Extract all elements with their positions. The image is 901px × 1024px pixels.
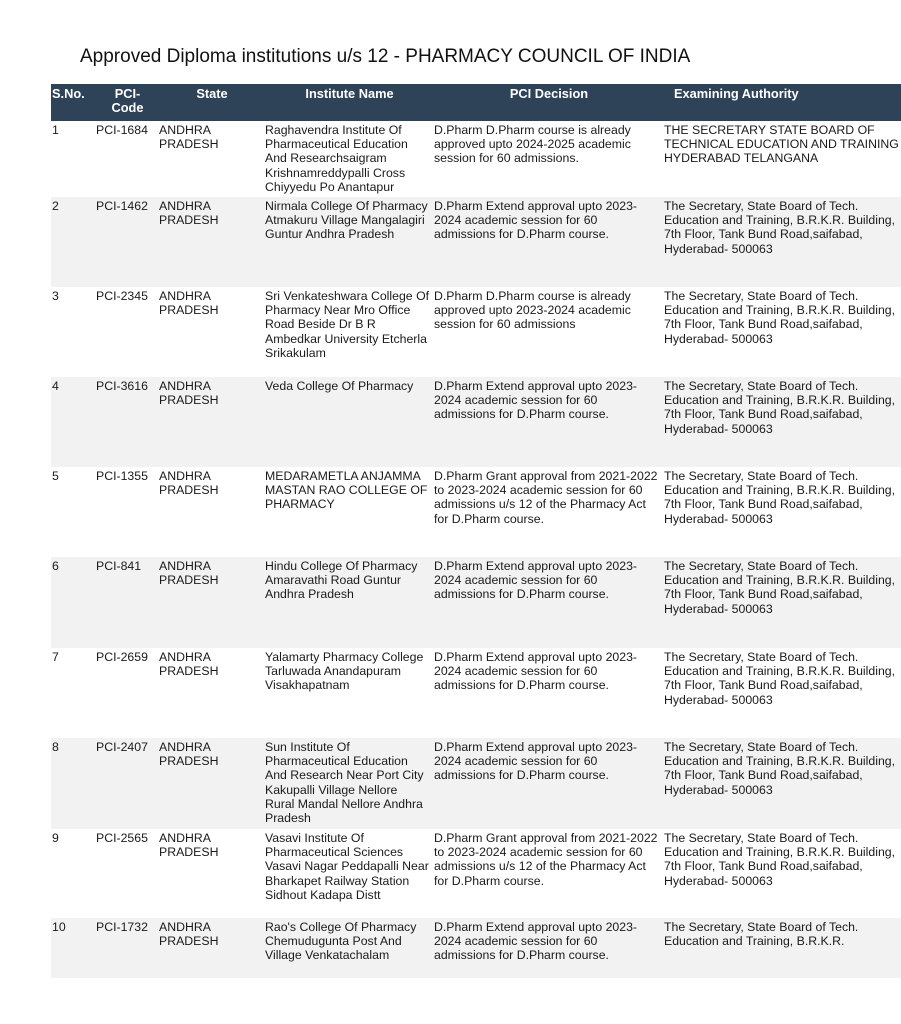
table-row	[51, 829, 901, 918]
table-row	[51, 918, 901, 978]
row-institute-name: Yalamarty Pharmacy College Tarluwada Anandapuram Visakhapatnam	[265, 650, 424, 693]
row-pci-decision: D.Pharm Grant approval from 2021-2022 to 2023-2024 academic session for 60 admissions u/s 12 of the Pharmacy Act for D.Pharm course.	[434, 469, 658, 526]
row-institute-name: Hindu College Of Pharmacy Amaravathi Road Guntur Andhra Pradesh	[265, 559, 418, 602]
row-institute-name: Nirmala College Of Pharmacy Atmakuru Village Mangalagiri Guntur Andhra Pradesh	[265, 199, 428, 242]
row-examining-authority: THE SECRETARY STATE BOARD OF TECHNICAL EDUCATION AND TRAINING HYDERABAD TELANGANA	[664, 123, 899, 166]
row-pci-code: PCI-2659	[96, 650, 148, 664]
row-sno: 4	[52, 379, 59, 393]
row-institute-name: MEDARAMETLA ANJAMMA MASTAN RAO COLLEGE OF PHARMACY	[265, 469, 428, 512]
row-institute-name: Rao's College Of Pharmacy Chemudugunta Post And Village Venkatachalam	[265, 920, 417, 963]
row-state: ANDHRA PRADESH	[159, 740, 219, 769]
table-row	[51, 738, 901, 829]
header-pci-decision: PCI Decision	[509, 86, 589, 101]
header-institute-name: Institute Name	[305, 86, 394, 101]
row-pci-decision: D.Pharm Extend approval upto 2023-2024 academic session for 60 admissions for D.Pharm course.	[434, 379, 638, 422]
row-sno: 8	[52, 740, 59, 754]
page-title: Approved Diploma institutions u/s 12 - PHARMACY COUNCIL OF INDIA	[80, 46, 691, 67]
row-institute-name: Sun Institute Of Pharmaceutical Education And Research Near Port City Kakupalli Village Nellore Rural Mandal Nellore Andhra Pradesh	[265, 740, 424, 826]
row-sno: 9	[52, 831, 59, 845]
row-pci-code: PCI-3616	[96, 379, 148, 393]
table-row	[51, 377, 901, 467]
row-pci-decision: D.Pharm Extend approval upto 2023-2024 academic session for 60 admissions for D.Pharm course.	[434, 559, 638, 602]
row-pci-decision: D.Pharm Extend approval upto 2023-2024 academic session for 60 admissions for D.Pharm course.	[434, 650, 638, 693]
row-pci-decision: D.Pharm Grant approval from 2021-2022 to 2023-2024 academic session for 60 admissions u/s 12 of the Pharmacy Act for D.Pharm course.	[434, 831, 658, 888]
table-header	[51, 84, 901, 121]
row-state: ANDHRA PRADESH	[159, 123, 219, 152]
row-institute-name: Sri Venkateshwara College Of Pharmacy Near Mro Office Road Beside Dr B R Ambedkar University Etcherla Srikakulam	[265, 289, 430, 360]
row-examining-authority: The Secretary, State Board of Tech. Education and Training, B.R.K.R. Building, 7th Floor, Tank Bund Road,saifabad, Hyderabad- 500063	[664, 740, 896, 797]
row-state: ANDHRA PRADESH	[159, 559, 219, 588]
row-pci-code: PCI-1732	[96, 920, 148, 934]
row-examining-authority: The Secretary, State Board of Tech. Education and Training, B.R.K.R. Building, 7th Floor, Tank Bund Road,saifabad, Hyderabad- 500063	[664, 379, 896, 436]
header-examining-authority: Examining Authority	[674, 86, 799, 101]
table-row	[51, 557, 901, 648]
row-state: ANDHRA PRADESH	[159, 831, 219, 860]
row-institute-name: Raghavendra Institute Of Pharmaceutical Education And Researchsaigram Krishnamreddypalli Cross Chiyyedu Po Anantapur	[265, 123, 408, 194]
table-row	[51, 648, 901, 738]
table-row	[51, 467, 901, 557]
institutions-table-container[interactable]	[51, 84, 899, 978]
row-state: ANDHRA PRADESH	[159, 650, 219, 679]
header-sno: S.No.	[52, 86, 85, 101]
table-body	[51, 121, 901, 978]
row-pci-code: PCI-2565	[96, 831, 148, 845]
row-pci-code: PCI-1684	[96, 123, 148, 137]
table-row	[51, 287, 901, 377]
row-sno: 3	[52, 289, 59, 303]
row-examining-authority: The Secretary, State Board of Tech. Education and Training, B.R.K.R. Building, 7th Floor, Tank Bund Road,saifabad, Hyderabad- 500063	[664, 289, 896, 346]
row-pci-code: PCI-2407	[96, 740, 148, 754]
row-sno: 1	[52, 123, 59, 137]
row-pci-decision: D.Pharm D.Pharm course is already approved upto 2024-2025 academic session for 60 admissions.	[434, 123, 631, 166]
row-examining-authority: The Secretary, State Board of Tech. Education and Training, B.R.K.R.	[664, 920, 859, 949]
table-row	[51, 197, 901, 287]
row-sno: 2	[52, 199, 59, 213]
row-institute-name: Vasavi Institute Of Pharmaceutical Sciences Vasavi Nagar Peddapalli Near Bharkapet Railway Station Sidhout Kadapa Distt	[265, 831, 429, 902]
row-examining-authority: The Secretary, State Board of Tech. Education and Training, B.R.K.R. Building, 7th Floor, Tank Bund Road,saifabad, Hyderabad- 500063	[664, 650, 896, 707]
row-examining-authority: The Secretary, State Board of Tech. Education and Training, B.R.K.R. Building, 7th Floor, Tank Bund Road,saifabad, Hyderabad- 500063	[664, 469, 896, 526]
row-state: ANDHRA PRADESH	[159, 469, 219, 498]
table-row	[51, 121, 901, 197]
row-examining-authority: The Secretary, State Board of Tech. Education and Training, B.R.K.R. Building, 7th Floor, Tank Bund Road,saifabad, Hyderabad- 500063	[664, 559, 896, 616]
institutions-table	[51, 84, 901, 978]
row-sno: 10	[52, 920, 66, 934]
row-state: ANDHRA PRADESH	[159, 920, 219, 949]
row-examining-authority: The Secretary, State Board of Tech. Education and Training, B.R.K.R. Building, 7th Floor, Tank Bund Road,saifabad, Hyderabad- 500063	[664, 199, 896, 256]
row-sno: 7	[52, 650, 59, 664]
row-pci-code: PCI-841	[96, 559, 142, 573]
row-pci-code: PCI-1462	[96, 199, 148, 213]
row-pci-decision: D.Pharm Extend approval upto 2023-2024 academic session for 60 admissions for D.Pharm course.	[434, 199, 638, 242]
row-pci-decision: D.Pharm D.Pharm course is already approved upto 2023-2024 academic session for 60 admissions	[434, 289, 631, 332]
row-state: ANDHRA PRADESH	[159, 199, 219, 228]
row-pci-decision: D.Pharm Extend approval upto 2023-2024 academic session for 60 admissions for D.Pharm course.	[434, 740, 638, 783]
row-sno: 6	[52, 559, 59, 573]
row-state: ANDHRA PRADESH	[159, 379, 219, 408]
row-pci-code: PCI-2345	[96, 289, 148, 303]
row-sno: 5	[52, 469, 59, 483]
header-pci-code: PCI- Code	[111, 86, 144, 115]
row-pci-code: PCI-1355	[96, 469, 148, 483]
row-examining-authority: The Secretary, State Board of Tech. Education and Training, B.R.K.R. Building, 7th Floor, Tank Bund Road,saifabad, Hyderabad- 500063	[664, 831, 896, 888]
row-state: ANDHRA PRADESH	[159, 289, 219, 318]
row-institute-name: Veda College Of Pharmacy	[265, 379, 414, 393]
row-pci-decision: D.Pharm Extend approval upto 2023-2024 academic session for 60 admissions for D.Pharm course.	[434, 920, 638, 963]
header-state: State	[196, 86, 228, 101]
